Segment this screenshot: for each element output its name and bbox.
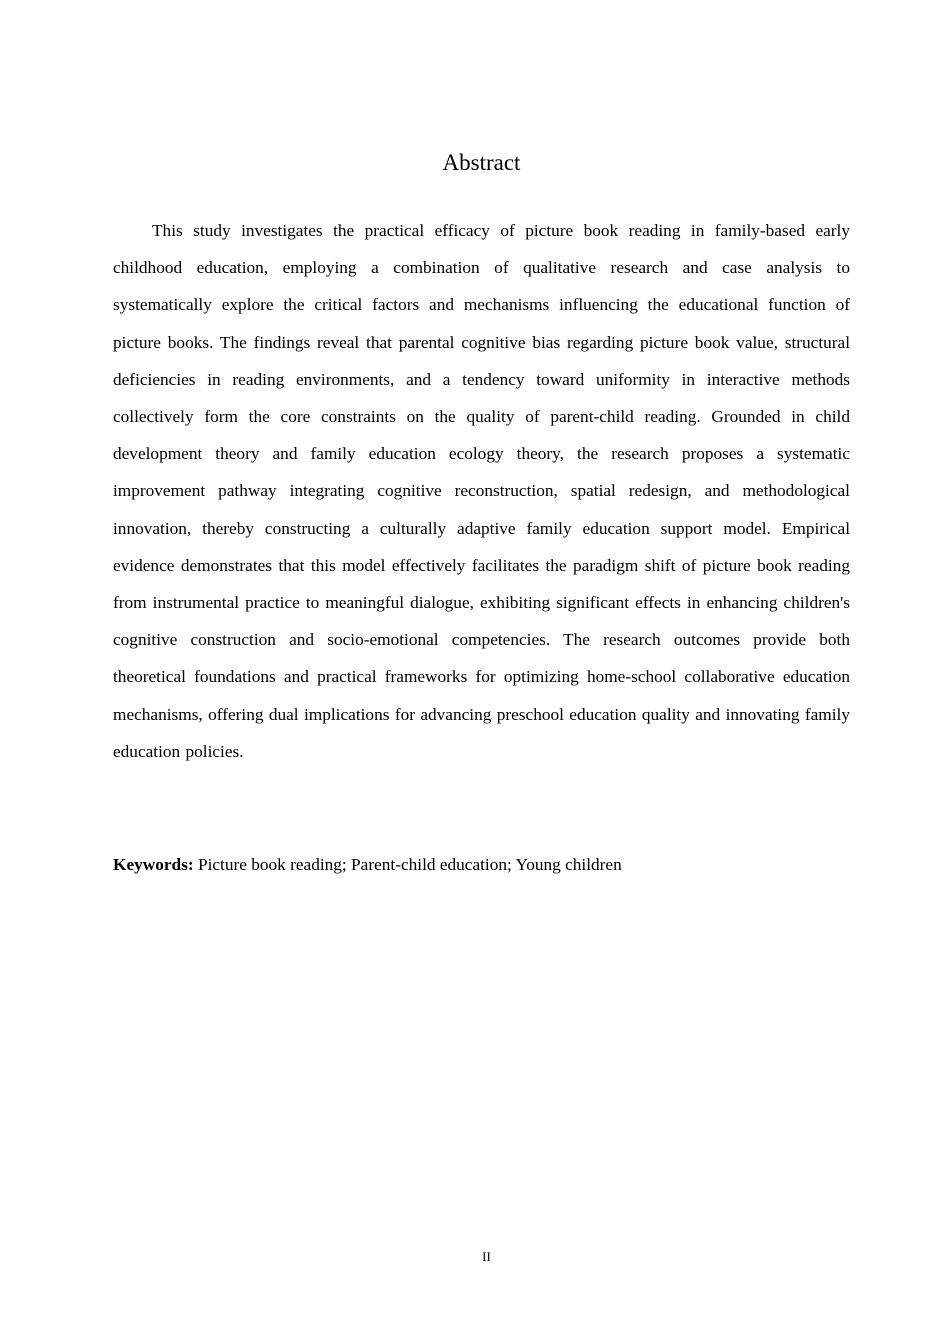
page-title: Abstract xyxy=(442,150,521,175)
keywords-line xyxy=(113,850,850,880)
keywords-label: Keywords: xyxy=(113,855,194,874)
keywords-text: Picture book reading; Parent-child education; Young children xyxy=(193,855,622,874)
abstract-paragraph: This study investigates the practical efficacy of picture book reading in family-based early childhood education, employing a combination of qualitative research and case analysis to systematically explore the critical factors and mechanisms influencing the educational function of picture books. The findings reveal that parental cognitive bias regarding picture book value, structural deficiencies in reading environments, and a tendency toward uniformity in interactive methods collectively form the core constraints on the quality of parent-child reading. Grounded in child development theory and family education ecology theory, the research proposes a systematic improvement pathway integrating cognitive reconstruction, spatial redesign, and methodological innovation, thereby constructing a culturally adaptive family education support model. Empirical evidence demonstrates that this model effectively facilitates the paradigm shift of picture book reading from instrumental practice to meaningful dialogue, exhibiting significant effects in enhancing children's cognitive construction and socio-emotional competencies. The research outcomes provide both theoretical foundations and practical frameworks for optimizing home-school collaborative education mechanisms, offering dual implications for advancing preschool education quality and innovating family education policies. xyxy=(113,221,850,761)
page-number: II xyxy=(482,1249,491,1264)
